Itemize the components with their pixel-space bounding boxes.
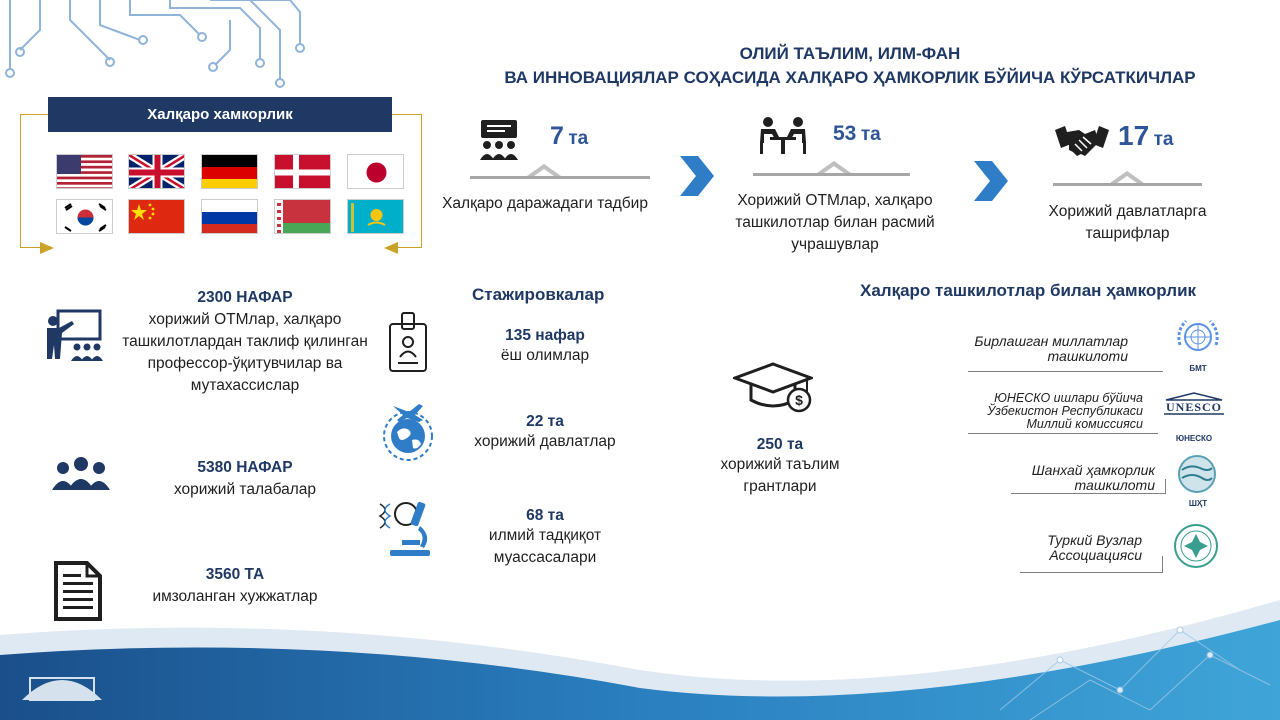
top-stat-2-label: Хорижий ОТМлар, халқаро ташкилотлар билан расмий учрашувлар bbox=[735, 192, 935, 253]
grants bbox=[680, 436, 880, 498]
top-stat-1-unit: та bbox=[568, 128, 589, 149]
left-stat-2-number: 5380 НАФАР bbox=[197, 459, 293, 476]
org-1-caption: БМТ bbox=[1189, 364, 1207, 373]
badge-icon bbox=[387, 312, 429, 374]
org-3-connector bbox=[1011, 479, 1166, 494]
left-stat-1 bbox=[115, 289, 375, 397]
left-stat-2 bbox=[115, 459, 375, 501]
top-stat-3-unit: та bbox=[1153, 129, 1174, 150]
denmark-flag bbox=[274, 154, 331, 189]
internships-title: Стажировкалар bbox=[472, 285, 605, 304]
divider-line bbox=[470, 176, 650, 179]
left-stat-3-text: имзоланган хужжатлар bbox=[152, 588, 318, 605]
top-stat-1-label: Халқаро даражадаги тадбир bbox=[442, 195, 648, 212]
org-2-connector bbox=[968, 414, 1158, 434]
meeting-icon bbox=[479, 120, 521, 162]
internship-3-number: 68 та bbox=[526, 507, 564, 524]
page-title bbox=[430, 42, 1270, 90]
negotiation-icon bbox=[756, 115, 810, 155]
internship-1 bbox=[440, 327, 650, 367]
chevron-up-icon bbox=[817, 157, 851, 173]
org-3-caption: ШҲТ bbox=[1188, 499, 1208, 508]
top-stat-3-value bbox=[1118, 120, 1173, 152]
chevron-up-icon bbox=[527, 160, 561, 176]
org-1-name: Бирлашган миллатлар ташкилоти bbox=[974, 333, 1128, 364]
internship-1-number: 135 нафар bbox=[505, 327, 585, 344]
org-2-caption: ЮНЕСКО bbox=[1175, 434, 1213, 443]
intl-bracket-left bbox=[20, 114, 52, 248]
top-stat-2-unit: та bbox=[860, 124, 881, 145]
graduation-cap-icon bbox=[733, 360, 813, 416]
chevron-up-icon bbox=[1110, 167, 1144, 183]
internship-2-number: 22 та bbox=[526, 413, 564, 430]
top-stat-3-number: 17 bbox=[1118, 120, 1150, 151]
china-flag bbox=[128, 199, 185, 234]
title-line-2: ВА ИННОВАЦИЯЛАР СОҲАСИДА ХАЛҚАРО ҲАМКОРЛИК БЎЙИЧА КЎРСАТКИЧЛАР bbox=[504, 68, 1196, 87]
divider-line bbox=[753, 173, 910, 176]
microscope-icon bbox=[376, 500, 434, 558]
globe-plane-icon bbox=[379, 398, 437, 462]
internship-1-text: ёш олимлар bbox=[500, 347, 590, 364]
internship-2-text: хорижий давлатлар bbox=[474, 433, 616, 450]
svg-text:$: $ bbox=[795, 392, 803, 408]
internship-3-text: илмий тадқиқот муассасалари bbox=[488, 527, 602, 566]
top-stat-1-number: 7 bbox=[550, 122, 564, 150]
un-logo bbox=[1172, 315, 1224, 361]
intl-cooperation-header: Халқаро хамкорлик bbox=[48, 97, 392, 132]
usa-flag bbox=[56, 154, 113, 189]
left-stat-1-number: 2300 НАФАР bbox=[197, 289, 293, 306]
bracket-arrow-right bbox=[384, 242, 398, 254]
grants-number: 250 та bbox=[756, 436, 804, 453]
kazakhstan-flag bbox=[347, 199, 404, 234]
org-1-connector bbox=[968, 352, 1163, 372]
bottom-wave-decoration bbox=[0, 560, 1280, 720]
left-stat-1-text: хорижий ОТМлар, халқаро ташкилотлардан таклиф қилинган профессор-ўқитувчилар ва мутахассислар bbox=[122, 311, 368, 394]
teacher-icon bbox=[44, 309, 104, 363]
circuit-decoration bbox=[0, 0, 330, 90]
belarus-flag bbox=[274, 199, 331, 234]
unesco-logo-text: UNESCO bbox=[1165, 400, 1222, 414]
top-stat-2-number: 53 bbox=[833, 122, 857, 145]
germany-flag bbox=[201, 154, 258, 189]
sco-logo bbox=[1170, 452, 1224, 496]
org-2-name: ЮНЕСКО ишлари бўйича Ўзбекистон Республикаси Миллий комиссияси bbox=[987, 391, 1143, 431]
top-stat-1-value bbox=[550, 122, 588, 151]
russia-flag bbox=[201, 199, 258, 234]
unesco-logo bbox=[1160, 392, 1228, 430]
japan-flag bbox=[347, 154, 404, 189]
internship-2 bbox=[440, 413, 650, 453]
org-3-name: Шанхай ҳамкорлик ташкилоти bbox=[1031, 462, 1155, 493]
left-stat-3-number: 3560 ТА bbox=[205, 566, 265, 583]
uk-flag bbox=[128, 154, 185, 189]
left-stat-2-text: хорижий талабалар bbox=[173, 481, 317, 498]
top-stat-2-value bbox=[833, 122, 881, 146]
top-stat-3-label: Хорижий давлатларга ташрифлар bbox=[1048, 203, 1207, 242]
chevron-right-icon bbox=[970, 161, 1010, 201]
chevron-right-icon bbox=[676, 156, 716, 196]
students-icon bbox=[52, 456, 110, 492]
korea-flag bbox=[56, 199, 113, 234]
organizations-title: Халқаро ташкилотлар билан ҳамкорлик bbox=[860, 281, 1197, 300]
divider-line bbox=[1053, 183, 1202, 186]
title-line-1: ОЛИЙ ТАЪЛИМ, ИЛМ-ФАН bbox=[739, 44, 961, 63]
bracket-arrow-left bbox=[40, 242, 54, 254]
org-4-name: Туркий Вузлар Ассоциацияси bbox=[1047, 532, 1142, 563]
handshake-icon bbox=[1055, 124, 1109, 160]
grants-text: хорижий таълим грантлари bbox=[720, 456, 840, 495]
